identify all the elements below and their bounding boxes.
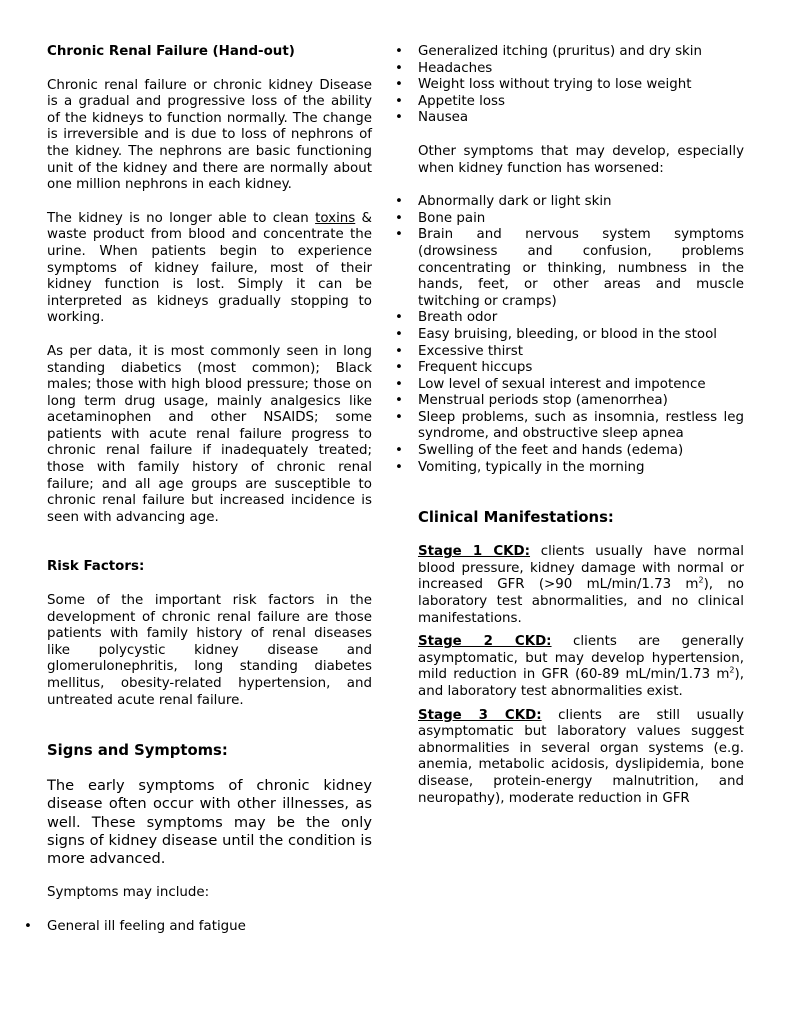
other-symptoms-list bbox=[371, 194, 744, 476]
stage-1-text-end: ), no laboratory test abnormalities, and no clinical manifestations. bbox=[418, 577, 744, 626]
list-item: • Low level of sexual interest and impotence bbox=[371, 377, 744, 394]
list-item: • Nausea bbox=[371, 110, 744, 127]
intro-paragraph-1: Chronic renal failure or chronic kidney Disease is a gradual and progressive loss of the ability of the kidneys to function normally. The change is irreversible and is due to loss of nephrons of the kidney. The nephrons are basic functioning unit of the kidney and there are normally about one million nephrons in each kidney. bbox=[47, 77, 372, 193]
stage-3-text: clients are still usually asymptomatic but laboratory values suggest abnormalities in several organ systems (e.g. anemia, metabolic acidosis, dyslipidemia, bone disease, protein-energy malnutrition, and neuropathy), moderate reduction in GFR bbox=[418, 707, 744, 806]
stage-2-text-end: ), and laboratory test abnormalities exist. bbox=[418, 667, 744, 699]
early-symptoms-list-left bbox=[0, 919, 372, 936]
intro-p2-start: The kidney is no longer able to clean bbox=[47, 210, 316, 226]
stage-3-label: Stage 3 CKD: bbox=[418, 707, 542, 723]
stage-1-label: Stage 1 CKD: bbox=[418, 544, 531, 560]
risk-factors-heading: Risk Factors: bbox=[47, 559, 145, 575]
left-column bbox=[47, 44, 372, 935]
other-symptoms-intro: Other symptoms that may develop, especially when kidney function has worsened: bbox=[418, 143, 744, 176]
intro-p2-end: & waste product from blood and concentrate the urine. When patients begin to experience symptoms of kidney failure, most of their kidney function is lost. Simply it can be interpreted as kidneys gradually stopping to working. bbox=[47, 210, 372, 326]
right-column bbox=[418, 44, 744, 807]
list-item: • Excessive thirst bbox=[371, 344, 744, 361]
list-item: • Generalized itching (pruritus) and dry skin bbox=[371, 44, 744, 61]
toxins-link[interactable]: toxins bbox=[315, 210, 356, 226]
list-item: • Headaches bbox=[371, 61, 744, 78]
risk-factors-text: Some of the important risk factors in the development of chronic renal failure are those patients with family history of renal diseases like polycystic kidney disease and glomerulonephritis, long standing diabetes mellitus, obesity-related hypertension, and untreated acute renal failure. bbox=[47, 593, 372, 708]
signs-symptoms-heading: Signs and Symptoms: bbox=[47, 742, 228, 760]
list-item: • Menstrual periods stop (amenorrhea) bbox=[371, 393, 744, 410]
list-item: • Weight loss without trying to lose weight bbox=[371, 77, 744, 94]
signs-symptoms-text: The early symptoms of chronic kidney disease often occur with other illnesses, as well. These symptoms may be the only signs of kidney disease until the condition is more advanced. bbox=[47, 777, 372, 867]
list-item: • Brain and nervous system symptoms (drowsiness and confusion, problems concentrating or thinking, numbness in the hands, feet, or other areas and muscle twitching or cramps) bbox=[371, 227, 744, 310]
list-item: • Easy bruising, bleeding, or blood in the stool bbox=[371, 327, 744, 344]
superscript: 2 bbox=[729, 665, 735, 675]
symptoms-intro: Symptoms may include: bbox=[47, 885, 210, 901]
stage-2-label: Stage 2 CKD: bbox=[418, 634, 552, 650]
intro-paragraph-3: As per data, it is most commonly seen in long standing diabetics (most common); Black males; those with high blood pressure; those on long term drug usage, mainly analgesics like acetaminophen and other NSAIDS; some patients with acute renal failure progress to chronic renal failure if inadequately treated; those with family history of chronic renal failure; and all age groups are susceptible to chronic renal failure but increased incidence is seen with advancing age. bbox=[47, 343, 372, 525]
intro-paragraph-2 bbox=[47, 211, 372, 327]
list-item: • Appetite loss bbox=[371, 94, 744, 111]
stage-1-text: clients usually have normal blood pressure, kidney damage with normal or increased GFR (>90 mL/min/1.73 m bbox=[418, 544, 744, 593]
list-item: • Bone pain bbox=[371, 211, 744, 228]
stage-1-paragraph bbox=[418, 544, 744, 627]
list-item: • Vomiting, typically in the morning bbox=[371, 460, 744, 477]
stage-2-text: clients are generally asymptomatic, but may develop hypertension, mild reduction in GFR (60-89 mL/min/1.73 m bbox=[418, 634, 744, 683]
stage-3-paragraph bbox=[418, 708, 744, 808]
list-item: • Sleep problems, such as insomnia, restless leg syndrome, and obstructive sleep apnea bbox=[371, 410, 744, 443]
superscript: 2 bbox=[698, 575, 704, 585]
list-item: • Breath odor bbox=[371, 310, 744, 327]
document-title: Chronic Renal Failure (Hand-out) bbox=[47, 44, 295, 59]
stage-2-paragraph bbox=[418, 634, 744, 700]
list-item: • General ill feeling and fatigue bbox=[0, 919, 372, 936]
list-item: • Frequent hiccups bbox=[371, 360, 744, 377]
list-item: • Swelling of the feet and hands (edema) bbox=[371, 443, 744, 460]
early-symptoms-list-right bbox=[371, 44, 744, 127]
list-item: • Abnormally dark or light skin bbox=[371, 194, 744, 211]
clinical-manifestations-heading: Clinical Manifestations: bbox=[418, 509, 614, 527]
